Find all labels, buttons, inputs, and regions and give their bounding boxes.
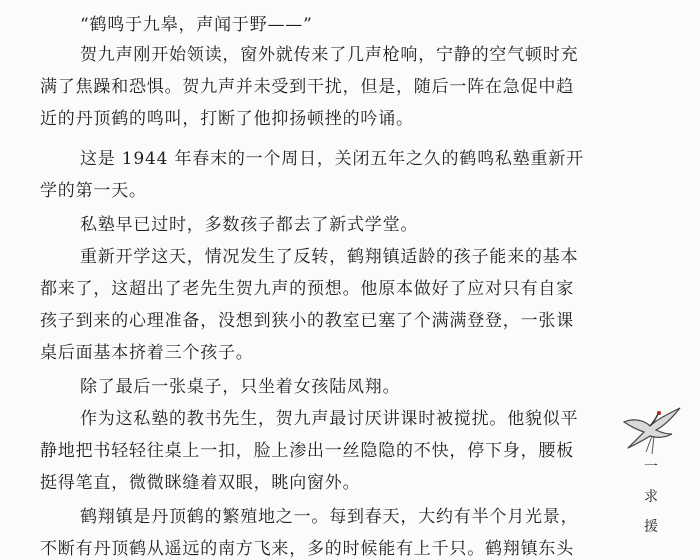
text-line: 私塾早已过时，多数孩子都去了新式学堂。 xyxy=(80,215,419,235)
text-line: 满了焦躁和恐惧。贺九声并未受到干扰，但是，随后一阵在急促中趋 xyxy=(40,77,574,97)
chapter-side-label xyxy=(640,452,662,542)
text-line: 学的第一天。 xyxy=(40,181,147,201)
text-line: 都来了，这超出了老先生贺九声的预想。他原本做好了应对只有自家 xyxy=(40,279,574,299)
side-char: 一 xyxy=(644,459,658,475)
text-line: “鹤鸣于九皋，声闻于野——” xyxy=(80,15,313,35)
text-line: 不断有丹顶鹤从遥远的南方飞来，多的时候能有上千只。鹤翔镇东头 xyxy=(40,539,574,559)
text-line: 作为这私塾的教书先生，贺九声最讨厌讲课时被搅扰。他貌似平 xyxy=(80,409,579,429)
text-line: 这是 1944 年春末的一个周日，关闭五年之久的鹤鸣私塾重新开 xyxy=(80,149,584,169)
text-line: 孩子到来的心理准备，没想到狭小的教室已塞了个满满登登，一张课 xyxy=(40,311,574,331)
text-line: 鹤翔镇是丹顶鹤的繁殖地之一。每到春天，大约有半个月光景， xyxy=(80,507,579,527)
text-line: 桌后面基本挤着三个孩子。 xyxy=(40,343,254,363)
side-char: 援 xyxy=(644,519,658,535)
text-line: 除了最后一张桌子，只坐着女孩陆凤翔。 xyxy=(80,377,401,397)
text-line: 贺九声刚开始领读，窗外就传来了几声枪响，宁静的空气顿时充 xyxy=(80,45,579,65)
text-line: 静地把书轻轻往桌上一扣，脸上渗出一丝隐隐的不快，停下身，腰板 xyxy=(40,441,574,461)
text-line: 近的丹顶鹤的鸣叫，打断了他抑扬顿挫的吟诵。 xyxy=(40,109,414,129)
text-line: 挺得笔直，微微眯缝着双眼，眺向窗外。 xyxy=(40,473,361,493)
text-line: 重新开学这天，情况发生了反转，鹤翔镇适龄的孩子能来的基本 xyxy=(80,247,579,267)
side-char: 求 xyxy=(644,489,658,505)
